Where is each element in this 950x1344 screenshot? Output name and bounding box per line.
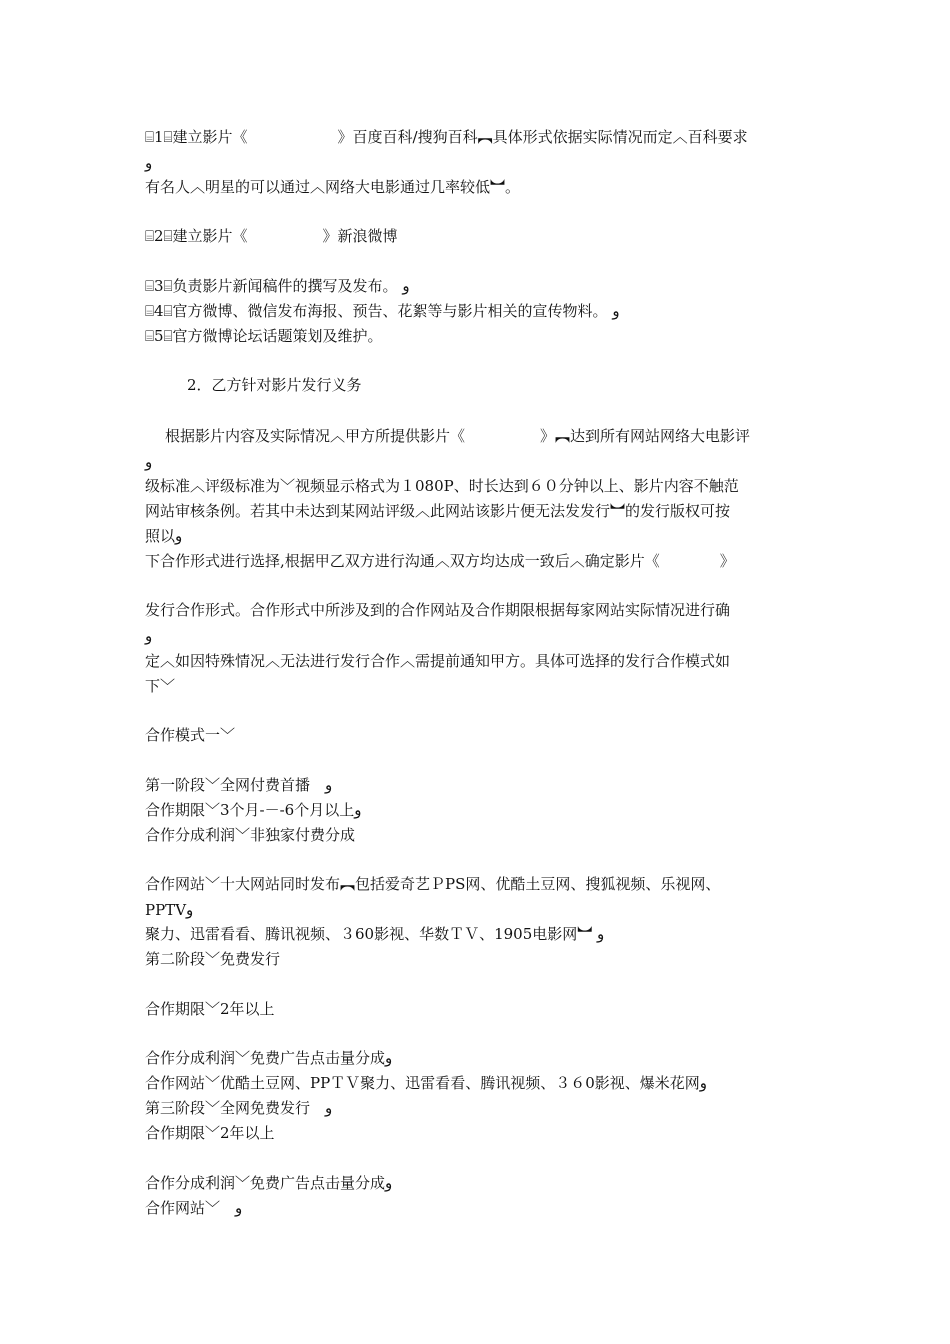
text-line: 发行合作形式。合作形式中所涉及到的合作网站及合作期限根据每家网站实际情况进行确 xyxy=(145,601,731,619)
text-line: 合作网站﹀优酷土豆网、PPＴＶ聚力、迅雷看看、腾讯视频、３６0影视、爆米花网ﻭ xyxy=(145,1074,707,1092)
text-line: 合作模式一﹀ xyxy=(145,726,236,744)
text-line: 第二阶段﹀免费发行 xyxy=(145,950,281,968)
text-line: 定︿如因特殊情况︿无法进行发行合作︿需提前通知甲方。具体可选择的发行合作模式如 xyxy=(145,652,731,670)
text-line: 级标准︿评级标准为﹀视频显示格式为１080P、时长达到６０分钟以上、影片内容不触范 xyxy=(145,477,739,495)
text-line: 根据影片内容及实际情况︿甲方所提供影片《 》︻达到所有网站网络大电影评 xyxy=(165,427,751,445)
text-line: 下﹀ xyxy=(145,677,176,695)
text-line: 合作分成利润﹀免费广告点击量分成ﻭ xyxy=(145,1049,393,1067)
text-line: 合作分成利润﹀非独家付费分成 xyxy=(145,826,356,844)
text-line: 合作期限﹀2年以上 xyxy=(145,1124,275,1142)
text-line: ﻭ xyxy=(145,453,153,471)
text-line: 照以ﻭ xyxy=(145,527,183,545)
text-line: 合作期限﹀3个月-－-6个月以上ﻭ xyxy=(145,801,362,819)
section-heading: 2．乙方针对影片发行义务 xyxy=(187,376,362,394)
text-line: 第三阶段﹀全网免费发行 ﻭ xyxy=(145,1099,333,1117)
text-line: ﻭ xyxy=(145,627,153,645)
text-line: 合作分成利润﹀免费广告点击量分成ﻭ xyxy=(145,1174,393,1192)
text-line: 合作期限﹀2年以上 xyxy=(145,1000,275,1018)
text-line: ⌸3⌸负责影片新闻稿件的撰写及发布。 ﻭ xyxy=(145,277,410,295)
text-line: 有名人︿明星的可以通过︿网络大电影通过几率较低︼。 xyxy=(145,178,521,196)
text-line: 下合作形式进行选择,根据甲乙双方进行沟通︿双方均达成一致后︿确定影片《 》 xyxy=(145,552,735,570)
text-line: PPTVﻭ xyxy=(145,901,194,919)
text-line: ⌸4⌸官方微博、微信发布海报、预告、花絮等与影片相关的宣传物料。 ﻭ xyxy=(145,302,620,320)
text-line: 合作网站﹀十大网站同时发布︻包括爱奇艺ＰPS网、优酷土豆网、搜狐视频、乐视网、 xyxy=(145,875,721,893)
text-line: 聚力、迅雷看看、腾讯视频、３60影视、华数ＴＶ、1905电影网︼ ﻭ xyxy=(145,925,605,943)
text-line: ﻭ xyxy=(145,154,153,172)
text-line: 合作网站﹀ ﻭ xyxy=(145,1199,243,1217)
text-line: ⌸2⌸建立影片《 》新浪微博 xyxy=(145,227,398,245)
text-line: ⌸5⌸官方微博论坛话题策划及维护。 xyxy=(145,327,383,345)
text-line: 网站审核条例。若其中未达到某网站评级︿此网站该影片便无法发发行︼的发行版权可按 xyxy=(145,502,731,520)
text-line: ⌸1⌸建立影片《 》百度百科/搜狗百科︻具体形式依据实际情况而定︿百科要求 xyxy=(145,128,748,146)
text-line: 第一阶段﹀全网付费首播 ﻭ xyxy=(145,776,333,794)
